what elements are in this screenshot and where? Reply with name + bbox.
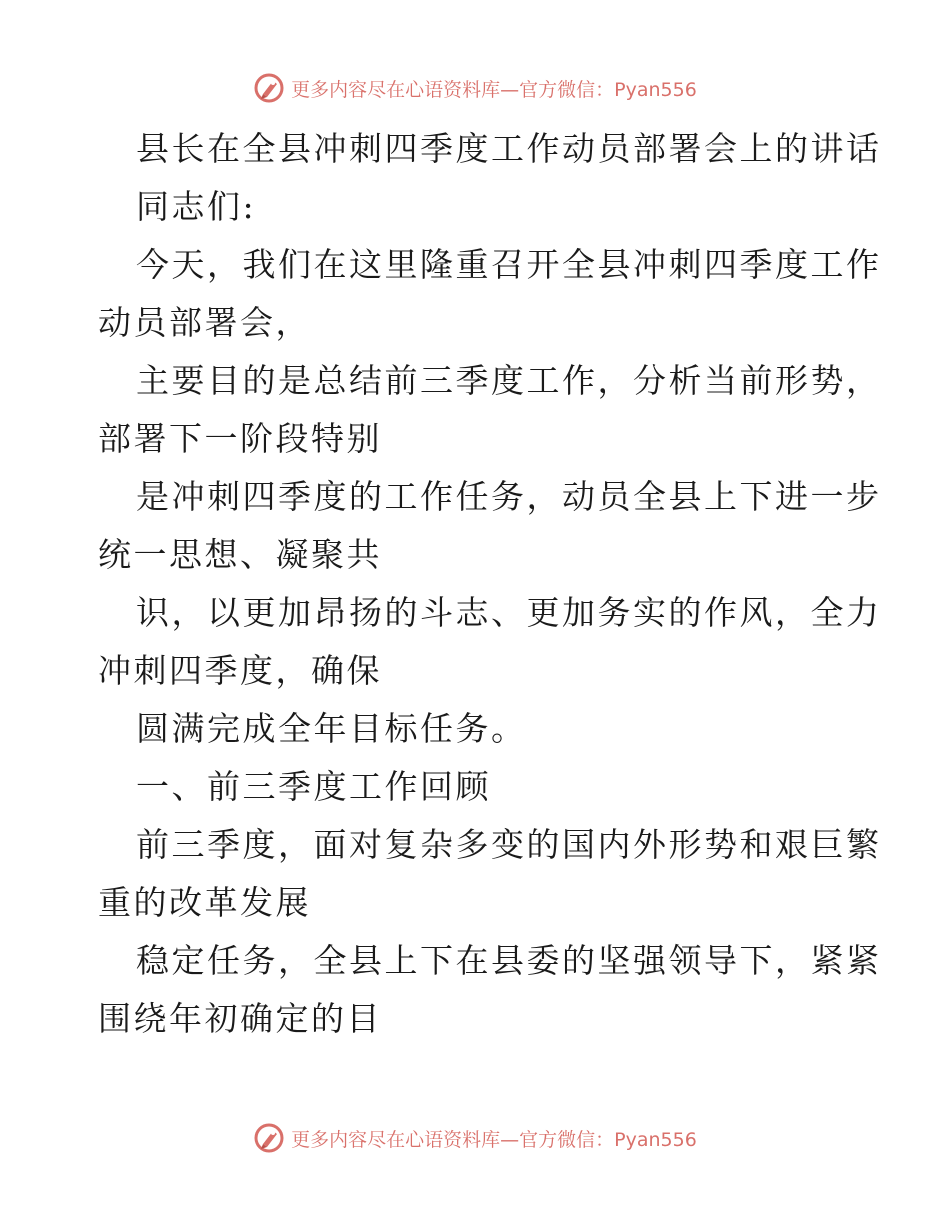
paragraph-line: 今天，我们在这里隆重召开全县冲刺四季度工作 [136, 245, 882, 284]
paragraph-line: 稳定任务，全县上下在县委的坚强领导下，紧紧 [136, 941, 882, 980]
document-body [98, 120, 882, 1048]
paragraph-line: 是冲刺四季度的工作任务，动员全县上下进一步 [136, 477, 882, 516]
paragraph-line: 部署下一阶段特别 [98, 419, 382, 458]
paragraph-line: 动员部署会， [98, 303, 311, 342]
footer-watermark [0, 1118, 950, 1158]
paragraph-line: 统一思想、凝聚共 [98, 535, 382, 574]
paragraph-line: 冲刺四季度，确保 [98, 651, 382, 690]
pen-logo-icon [253, 72, 285, 104]
watermark-text: 更多内容尽在心语资料库—官方微信：Pyan556 [291, 1128, 697, 1151]
paragraph-line: 县长在全县冲刺四季度工作动员部署会上的讲话 [136, 129, 882, 168]
paragraph-line: 同志们: [136, 187, 257, 226]
paragraph-line: 识，以更加昂扬的斗志、更加务实的作风，全力 [136, 593, 882, 632]
watermark-text: 更多内容尽在心语资料库—官方微信：Pyan556 [291, 78, 697, 101]
paragraph-line: 主要目的是总结前三季度工作，分析当前形势， [136, 361, 882, 400]
header-watermark [0, 68, 950, 108]
paragraph-line: 圆满完成全年目标任务。 [136, 709, 527, 748]
pen-logo-icon [253, 1122, 285, 1154]
paragraph-line: 前三季度，面对复杂多变的国内外形势和艰巨繁 [136, 825, 882, 864]
paragraph-line: 重的改革发展 [98, 883, 311, 922]
section-heading: 一、前三季度工作回顾 [136, 767, 491, 806]
paragraph-line: 围绕年初确定的目 [98, 999, 382, 1038]
